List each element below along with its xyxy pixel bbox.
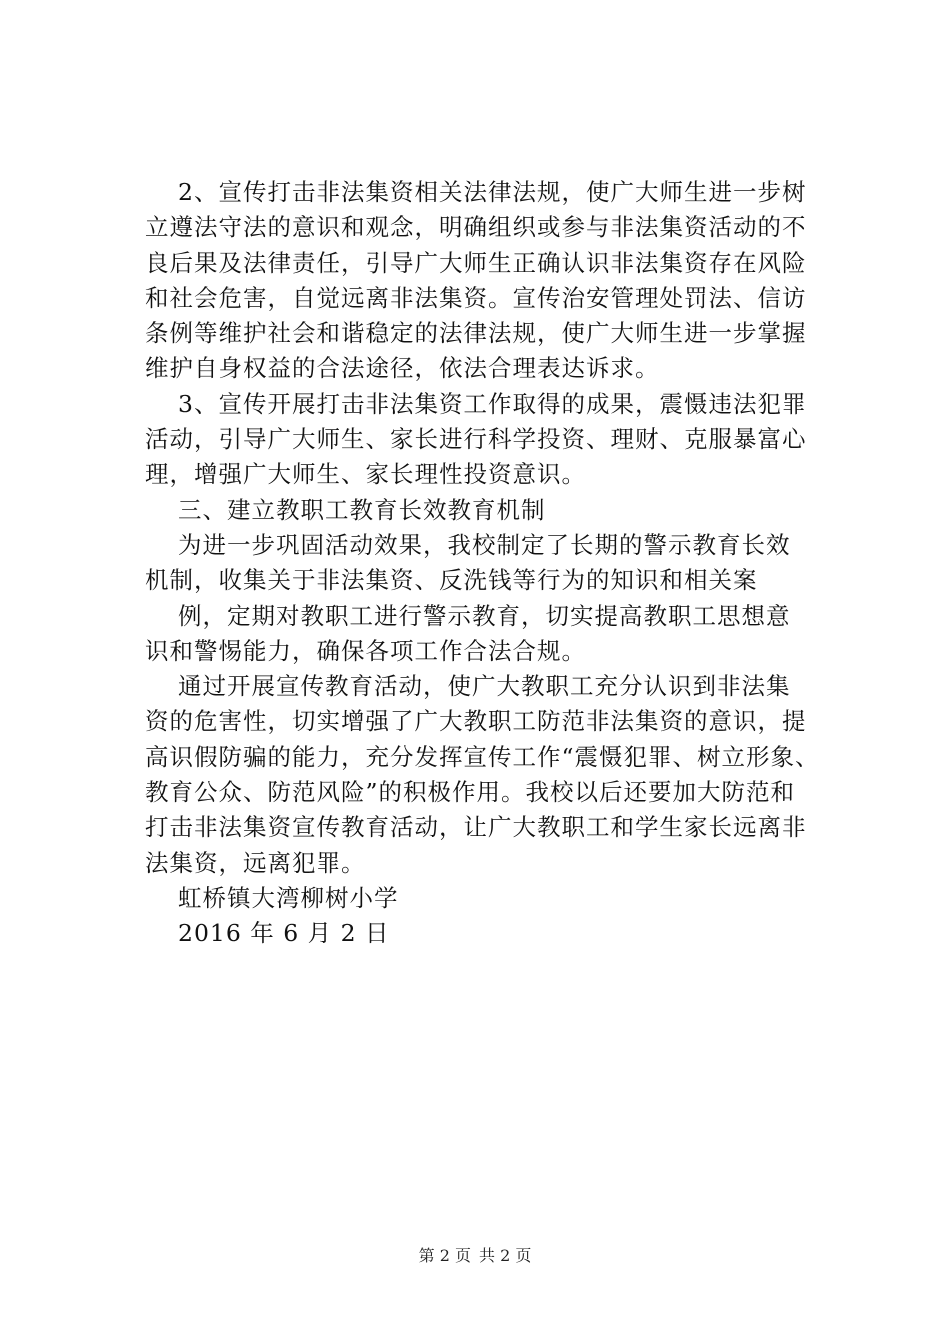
paragraph-4-line-4: 识和警惕能力，确保各项工作合法合规。	[145, 636, 586, 665]
paragraph-2-line-3: 良后果及法律责任，引导广大师生正确认识非法集资存在风险	[145, 248, 807, 277]
paragraph-5-line-3: 高识假防骗的能力，充分发挥宣传工作“震慑犯罪、树立形象、	[145, 742, 820, 771]
paragraph-5-line-5: 打击非法集资宣传教育活动，让广大教职工和学生家长远离非	[145, 813, 807, 842]
signature-organization: 虹桥镇大湾柳树小学	[178, 883, 399, 912]
paragraph-2-line-5: 条例等维护社会和谐稳定的法律法规，使广大师生进一步掌握	[145, 319, 807, 348]
page-number: 第 2 页	[418, 1246, 471, 1265]
paragraph-3-line-2: 活动，引导广大师生、家长进行科学投资、理财、克服暴富心	[145, 425, 807, 454]
paragraph-2-line-2: 立遵法守法的意识和观念，明确组织或参与非法集资活动的不	[145, 213, 807, 242]
paragraph-2-line-6: 维护自身权益的合法途径，依法合理表达诉求。	[145, 354, 660, 383]
paragraph-5-line-2: 资的危害性，切实增强了广大教职工防范非法集资的意识，提	[145, 707, 807, 736]
paragraph-3-line-3: 理，增强广大师生、家长理性投资意识。	[145, 460, 586, 489]
paragraph-5-line-1: 通过开展宣传教育活动，使广大教职工充分认识到非法集	[178, 672, 791, 701]
signature-date: 2016 年 6 月 2 日	[178, 919, 390, 948]
paragraph-4-line-2: 机制，收集关于非法集资、反洗钱等行为的知识和相关案	[145, 566, 758, 595]
paragraph-2-line-4: 和社会危害，自觉远离非法集资。宣传治安管理处罚法、信访	[145, 283, 807, 312]
page-total: 共 2 页	[479, 1246, 532, 1265]
page-footer	[0, 1243, 950, 1266]
paragraph-3-line-1: 3、宣传开展打击非法集资工作取得的成果，震慑违法犯罪	[178, 389, 807, 418]
paragraph-5-line-4: 教育公众、防范风险”的积极作用。我校以后还要加大防范和	[145, 778, 796, 807]
paragraph-4-line-3: 例，定期对教职工进行警示教育，切实提高教职工思想意	[178, 601, 791, 630]
paragraph-5-line-6: 法集资，远离犯罪。	[145, 848, 366, 877]
paragraph-4-line-1: 为进一步巩固活动效果，我校制定了长期的警示教育长效	[178, 530, 791, 559]
section-heading: 三、建立教职工教育长效教育机制	[178, 495, 546, 524]
document-body	[145, 175, 845, 952]
paragraph-2-line-1: 2、宣传打击非法集资相关法律法规，使广大师生进一步树	[178, 178, 807, 206]
